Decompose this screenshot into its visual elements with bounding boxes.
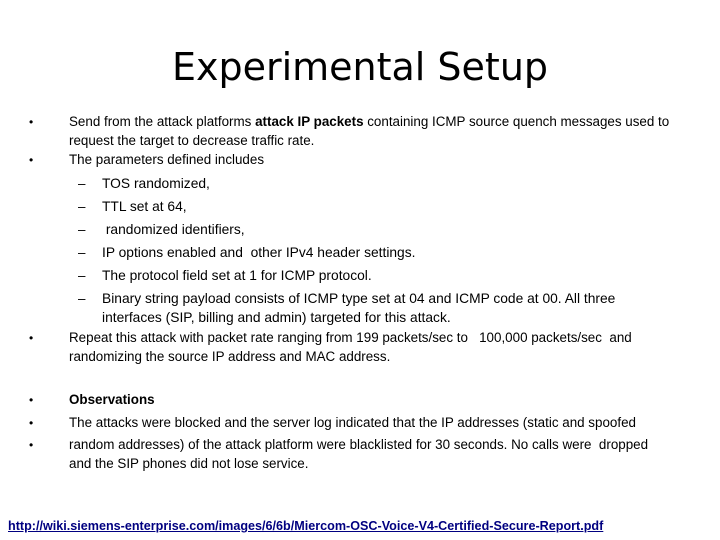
bullet-send-post: containing ICMP source quench messages used to	[363, 114, 670, 129]
sub-dash: –	[78, 222, 86, 237]
sub-item-ttl: TTL set at 64,	[102, 199, 187, 214]
slide-title: Experimental Setup	[171, 45, 549, 89]
source-link[interactable]: http://wiki.siemens-enterprise.com/images/6/6b/Miercom-OSC-Voice-V4-Certified-Secure-Report.pdf	[8, 519, 604, 533]
bullet-attacks-line3: and the SIP phones did not lose service.	[69, 456, 309, 471]
sub-dash: –	[78, 199, 86, 214]
bullet-observations: Observations	[69, 392, 155, 407]
bullet-marker: •	[29, 416, 34, 430]
sub-dash: –	[78, 245, 86, 260]
bullet-send-line1	[69, 112, 669, 132]
bullet-repeat-line2: randomizing the source IP address and MAC address.	[69, 349, 391, 364]
bullet-send-bold: attack IP packets	[255, 114, 364, 129]
bullet-repeat-line1: Repeat this attack with packet rate ranging from 199 packets/sec to 100,000 packets/sec and	[69, 330, 632, 345]
sub-dash: –	[78, 176, 86, 191]
bullet-marker: •	[29, 153, 34, 167]
bullet-attacks-line2: random addresses) of the attack platform were blacklisted for 30 seconds. No calls were dropped	[69, 437, 649, 452]
sub-item-tos: TOS randomized,	[102, 176, 210, 191]
bullet-send-pre: Send from the attack platforms	[69, 114, 256, 129]
bullet-marker: •	[29, 393, 34, 407]
bullet-marker: •	[29, 438, 34, 452]
sub-item-payload: Binary string payload consists of ICMP type set at 04 and ICMP code at 00. All three	[102, 291, 616, 306]
sub-item-identifiers: randomized identifiers,	[102, 222, 245, 237]
bullet-attacks-line1: The attacks were blocked and the server log indicated that the IP addresses (static and spoofed	[69, 415, 636, 430]
sub-dash: –	[78, 291, 86, 306]
bullet-parameters: The parameters defined includes	[69, 152, 265, 167]
sub-item-ip-options: IP options enabled and other IPv4 header settings.	[102, 245, 416, 260]
sub-item-payload-line2: interfaces (SIP, billing and admin) targeted for this attack.	[102, 310, 451, 325]
bullet-send-line2: request the target to decrease traffic rate.	[69, 133, 315, 148]
bullet-marker: •	[29, 115, 34, 129]
bullet-marker: •	[29, 331, 34, 345]
sub-dash: –	[78, 268, 86, 283]
sub-item-protocol: The protocol field set at 1 for ICMP protocol.	[102, 268, 372, 283]
